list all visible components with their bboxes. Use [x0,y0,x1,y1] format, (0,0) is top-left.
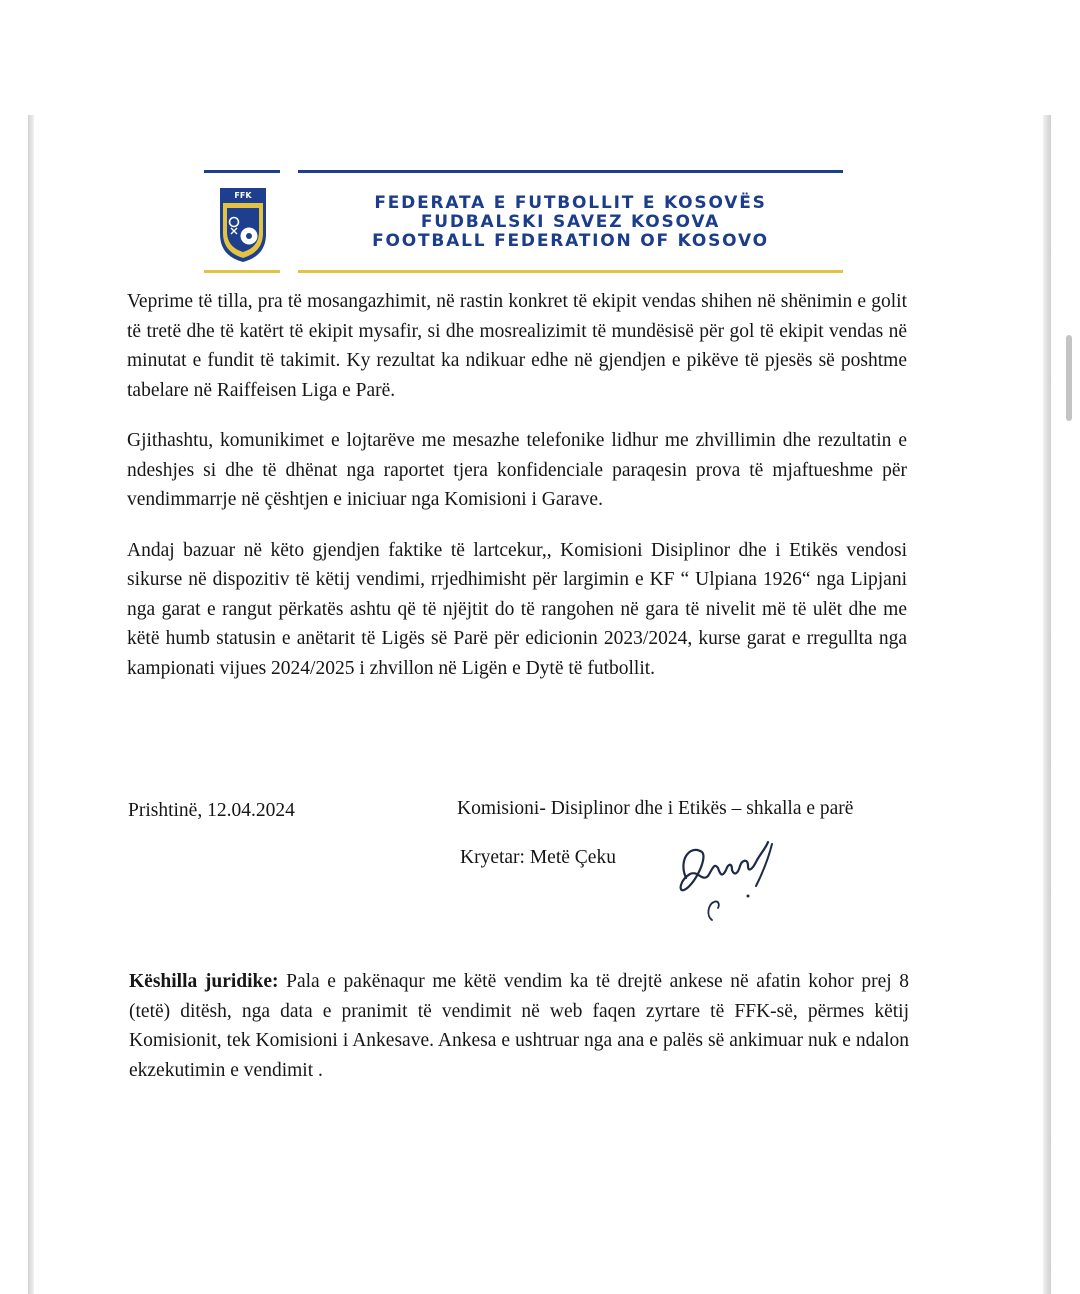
body-paragraph-2: Gjithashtu, komunikimet e lojtarëve me mesazhe telefonike lidhur me zhvillimin dhe rezultatin e ndeshjes si dhe të dhënat nga raportet tjera konfidenciale paraqesin prova të mjaftueshme për vendimmarrje në çështjen e iniciuar nga Komisioni i Garave. [127,430,907,510]
legal-advice-label: Këshilla juridike: [129,971,279,992]
letterhead-rule-blue-left [204,170,280,173]
crest-label: FFK [234,191,252,200]
federation-name-serbian: FUDBALSKI SAVEZ KOSOVA [420,212,721,232]
letterhead-rule-gold-left [204,270,280,273]
handwritten-signature [668,830,788,930]
scan-page-edge-right [1043,115,1051,1294]
legal-advice-text: Pala e pakënaqur me këtë vendim ka të drejtë ankese në afatin kohor prej 8 (tetë) ditësh, nga data e pranimit të vendimit në web faqen zyrtare të FFK-së, përmes këtij Komisionit, tek Komisioni i Ankesave. Ankesa e ushtruar nga ana e palës së ankimuar nuk e ndalon ekzekutimin e vendimit . [129,971,909,1081]
letterhead-rule-blue [298,170,843,173]
letterhead [200,170,845,276]
ffk-crest-logo [218,186,268,264]
federation-name-english: FOOTBALL FEDERATION OF KOSOVO [372,231,769,251]
letterhead-rule-gold [298,270,843,273]
chairman-name: Kryetar: Metë Çeku [460,847,616,868]
scan-page-edge-left [28,115,34,1294]
body-paragraph-1: Veprime të tilla, pra të mosangazhimit, në rastin konkret të ekipit vendas shihen në shënimin e golit të tretë dhe të katërt të ekipit mysafir, si dhe mosrealizimit të mundësisë për gol të ekipit vendas në minutat e fundit të takimit. Ky rezultat ka ndikuar edhe në gjendjen e pikëve të pjesës së poshtme tabelare në Raiffeisen Liga e Parë. [127,291,907,401]
commission-name: Komisioni- Disiplinor dhe i Etikës – shkalla e parë [457,798,854,819]
body-paragraph-3: Andaj bazuar në këto gjendjen faktike të lartcekur,, Komisioni Disiplinor dhe i Etikës vendosi sikurse në dispozitiv të këtij vendimi, rrjedhimisht për largimin e KF “ Ulpiana 1926“ nga Lipjani nga garat e rangut përkatës ashtu që të njëjtit do të rangohen në gara të nivelit më të ulët dhe me këtë humb statusin e anëtarit të Ligës së Parë për edicionin 2023/2024, kurse garat e rregullta nga kampionati vijues 2024/2025 i zhvillon në Ligën e Dytë të futbollit. [127,539,907,679]
scrollbar-thumb[interactable] [1066,335,1072,421]
federation-name-albanian: FEDERATA E FUTBOLLIT E KOSOVËS [374,193,767,213]
legal-advice [129,967,909,1085]
place-and-date: Prishtinë, 12.04.2024 [128,800,295,821]
federation-names [298,194,843,251]
decision-body [127,287,907,704]
